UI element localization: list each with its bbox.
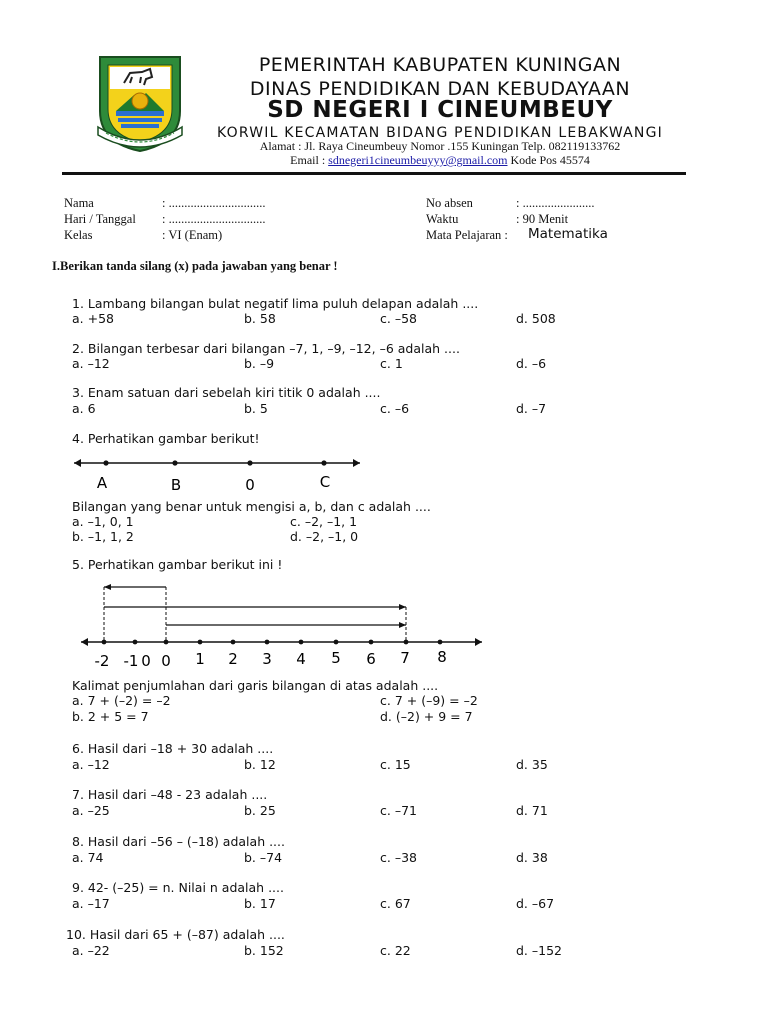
- q5-label-2: 2: [228, 650, 238, 668]
- q1-option-b[interactable]: b. 58: [244, 311, 276, 326]
- mapel-label: Mata Pelajaran :: [426, 228, 508, 242]
- q4-option-b[interactable]: b. –1, 1, 2: [72, 529, 134, 544]
- q6-option-a[interactable]: a. –12: [72, 757, 110, 772]
- question-4: 4. Perhatikan gambar berikut!: [72, 431, 260, 446]
- hari-label: Hari / Tanggal: [64, 212, 136, 226]
- q5-label-3: 3: [262, 650, 272, 668]
- q8-option-d[interactable]: d. 38: [516, 850, 548, 865]
- q8-option-b[interactable]: b. –74: [244, 850, 283, 865]
- question-3: 3. Enam satuan dari sebelah kiri titik 0 adalah ....: [72, 385, 381, 400]
- q4-arrow-right: [353, 459, 360, 467]
- header-department: DINAS PENDIDIKAN DAN KEBUDAYAAN: [249, 78, 631, 100]
- q9-option-d[interactable]: d. –67: [516, 896, 555, 911]
- q8-option-c[interactable]: c. –38: [380, 850, 417, 865]
- q2-option-d[interactable]: d. –6: [516, 356, 547, 371]
- q4-option-d[interactable]: d. –2, –1, 0: [290, 529, 359, 544]
- waktu-label: Waktu: [426, 212, 459, 226]
- q9-option-a[interactable]: a. –17: [72, 896, 110, 911]
- header-address: Alamat : Jl. Raya Cineumbeuy Nomor .155 Kuningan Telp. 082119133762: [259, 139, 621, 153]
- q4-point-0: [247, 460, 252, 465]
- mapel-value: Matematika: [528, 226, 608, 242]
- q6-option-d[interactable]: d. 35: [516, 757, 548, 772]
- question-6: 6. Hasil dari –18 + 30 adalah ....: [72, 741, 274, 756]
- question-8: 8. Hasil dari –56 – (–18) adalah ....: [72, 834, 285, 849]
- q6-option-b[interactable]: b. 12: [244, 757, 276, 772]
- q3-option-d[interactable]: d. –7: [516, 401, 547, 416]
- q2-option-c[interactable]: c. 1: [380, 356, 403, 371]
- q4-label-0: 0: [245, 476, 255, 494]
- q6-option-c[interactable]: c. 15: [380, 757, 411, 772]
- q4-point-b: [172, 460, 177, 465]
- header-school-name: SD NEGERI I CINEUMBEUY: [267, 97, 613, 123]
- header-korwil: KORWIL KECAMATAN BIDANG PENDIDIKAN LEBAKWANGI: [217, 125, 663, 141]
- q5-label-6: 6: [366, 650, 376, 668]
- q2-option-b[interactable]: b. –9: [244, 356, 275, 371]
- q4-number-line-figure: [70, 452, 370, 494]
- q4-label-a: A: [96, 474, 108, 492]
- q4-point-a: [103, 460, 108, 465]
- q5-label-neg2: -2: [94, 652, 110, 670]
- q10-option-b[interactable]: b. 152: [244, 943, 284, 958]
- q9-option-c[interactable]: c. 67: [380, 896, 411, 911]
- q5-option-d[interactable]: d. (–2) + 9 = 7: [380, 709, 473, 724]
- q3-option-c[interactable]: c. –6: [380, 401, 410, 416]
- q10-option-a[interactable]: a. –22: [72, 943, 110, 958]
- q5-label-1: 1: [195, 650, 205, 668]
- q5-option-b[interactable]: b. 2 + 5 = 7: [72, 709, 149, 724]
- kelas-label: Kelas: [64, 228, 93, 242]
- question-5-prompt: Kalimat penjumlahan dari garis bilangan di atas adalah ....: [72, 678, 439, 693]
- email-label: Email :: [290, 153, 329, 167]
- q1-option-a[interactable]: a. +58: [72, 311, 114, 326]
- email-link[interactable]: sdnegeri1cineumbeuyyy@gmail.com: [328, 153, 508, 167]
- postcode: Kode Pos 45574: [507, 153, 590, 167]
- q5-option-a[interactable]: a. 7 + (–2) = –2: [72, 693, 171, 708]
- question-7: 7. Hasil dari –48 - 23 adalah ....: [72, 787, 268, 802]
- q9-option-b[interactable]: b. 17: [244, 896, 276, 911]
- kabupaten-kuningan-emblem-icon: [94, 53, 186, 153]
- q4-label-b: B: [170, 476, 182, 494]
- q5-option-c[interactable]: c. 7 + (–9) = –2: [380, 693, 478, 708]
- q1-option-c[interactable]: c. –58: [380, 311, 417, 326]
- q5-label-5: 5: [331, 649, 341, 667]
- q10-option-d[interactable]: d. –152: [516, 943, 562, 958]
- waktu-value: : 90 Menit: [516, 212, 569, 226]
- kelas-value: : VI (Enam): [162, 228, 223, 242]
- q4-arrow-left: [74, 459, 81, 467]
- q7-option-c[interactable]: c. –71: [380, 803, 417, 818]
- q5-label-0b: 0: [161, 652, 171, 670]
- question-9: 9. 42- (–25) = n. Nilai n adalah ....: [72, 880, 284, 895]
- q4-label-c: C: [319, 473, 331, 491]
- q2-option-a[interactable]: a. –12: [72, 356, 110, 371]
- q4-point-c: [321, 460, 326, 465]
- q5-number-line-figure: [78, 582, 488, 672]
- absen-label: No absen: [426, 196, 473, 210]
- header-government: PEMERINTAH KABUPATEN KUNINGAN: [258, 54, 622, 76]
- q10-option-c[interactable]: c. 22: [380, 943, 411, 958]
- q4-option-c[interactable]: c. –2, –1, 1: [290, 514, 358, 529]
- q5-label-7: 7: [400, 649, 410, 667]
- q5-label-4: 4: [296, 650, 306, 668]
- q3-option-a[interactable]: a. 6: [72, 401, 96, 416]
- q7-option-a[interactable]: a. –25: [72, 803, 110, 818]
- q5-label-8: 8: [437, 648, 447, 666]
- q7-option-d[interactable]: d. 71: [516, 803, 548, 818]
- q4-option-a[interactable]: a. –1, 0, 1: [72, 514, 134, 529]
- q7-option-b[interactable]: b. 25: [244, 803, 276, 818]
- question-10: 10. Hasil dari 65 + (–87) adalah ....: [66, 927, 285, 942]
- question-4-prompt: Bilangan yang benar untuk mengisi a, b, dan c adalah ....: [72, 499, 431, 514]
- q8-option-a[interactable]: a. 74: [72, 850, 104, 865]
- q5-label-0a: 0: [141, 652, 151, 670]
- question-5: 5. Perhatikan gambar berikut ini !: [72, 557, 283, 572]
- q3-option-b[interactable]: b. 5: [244, 401, 268, 416]
- nama-value[interactable]: : ...............................: [162, 196, 266, 210]
- hari-value[interactable]: : ...............................: [162, 212, 266, 226]
- question-2: 2. Bilangan terbesar dari bilangan –7, 1, –9, –12, –6 adalah ....: [72, 341, 460, 356]
- q1-option-d[interactable]: d. 508: [516, 311, 556, 326]
- header-divider: [62, 172, 686, 175]
- nama-label: Nama: [64, 196, 94, 210]
- section-instructions: I.Berikan tanda silang (x) pada jawaban yang benar !: [52, 259, 338, 273]
- absen-value[interactable]: : .......................: [516, 196, 595, 210]
- question-1: 1. Lambang bilangan bulat negatif lima puluh delapan adalah ....: [72, 296, 479, 311]
- header-contact: [210, 153, 670, 168]
- q5-label-neg1: -1: [123, 652, 139, 670]
